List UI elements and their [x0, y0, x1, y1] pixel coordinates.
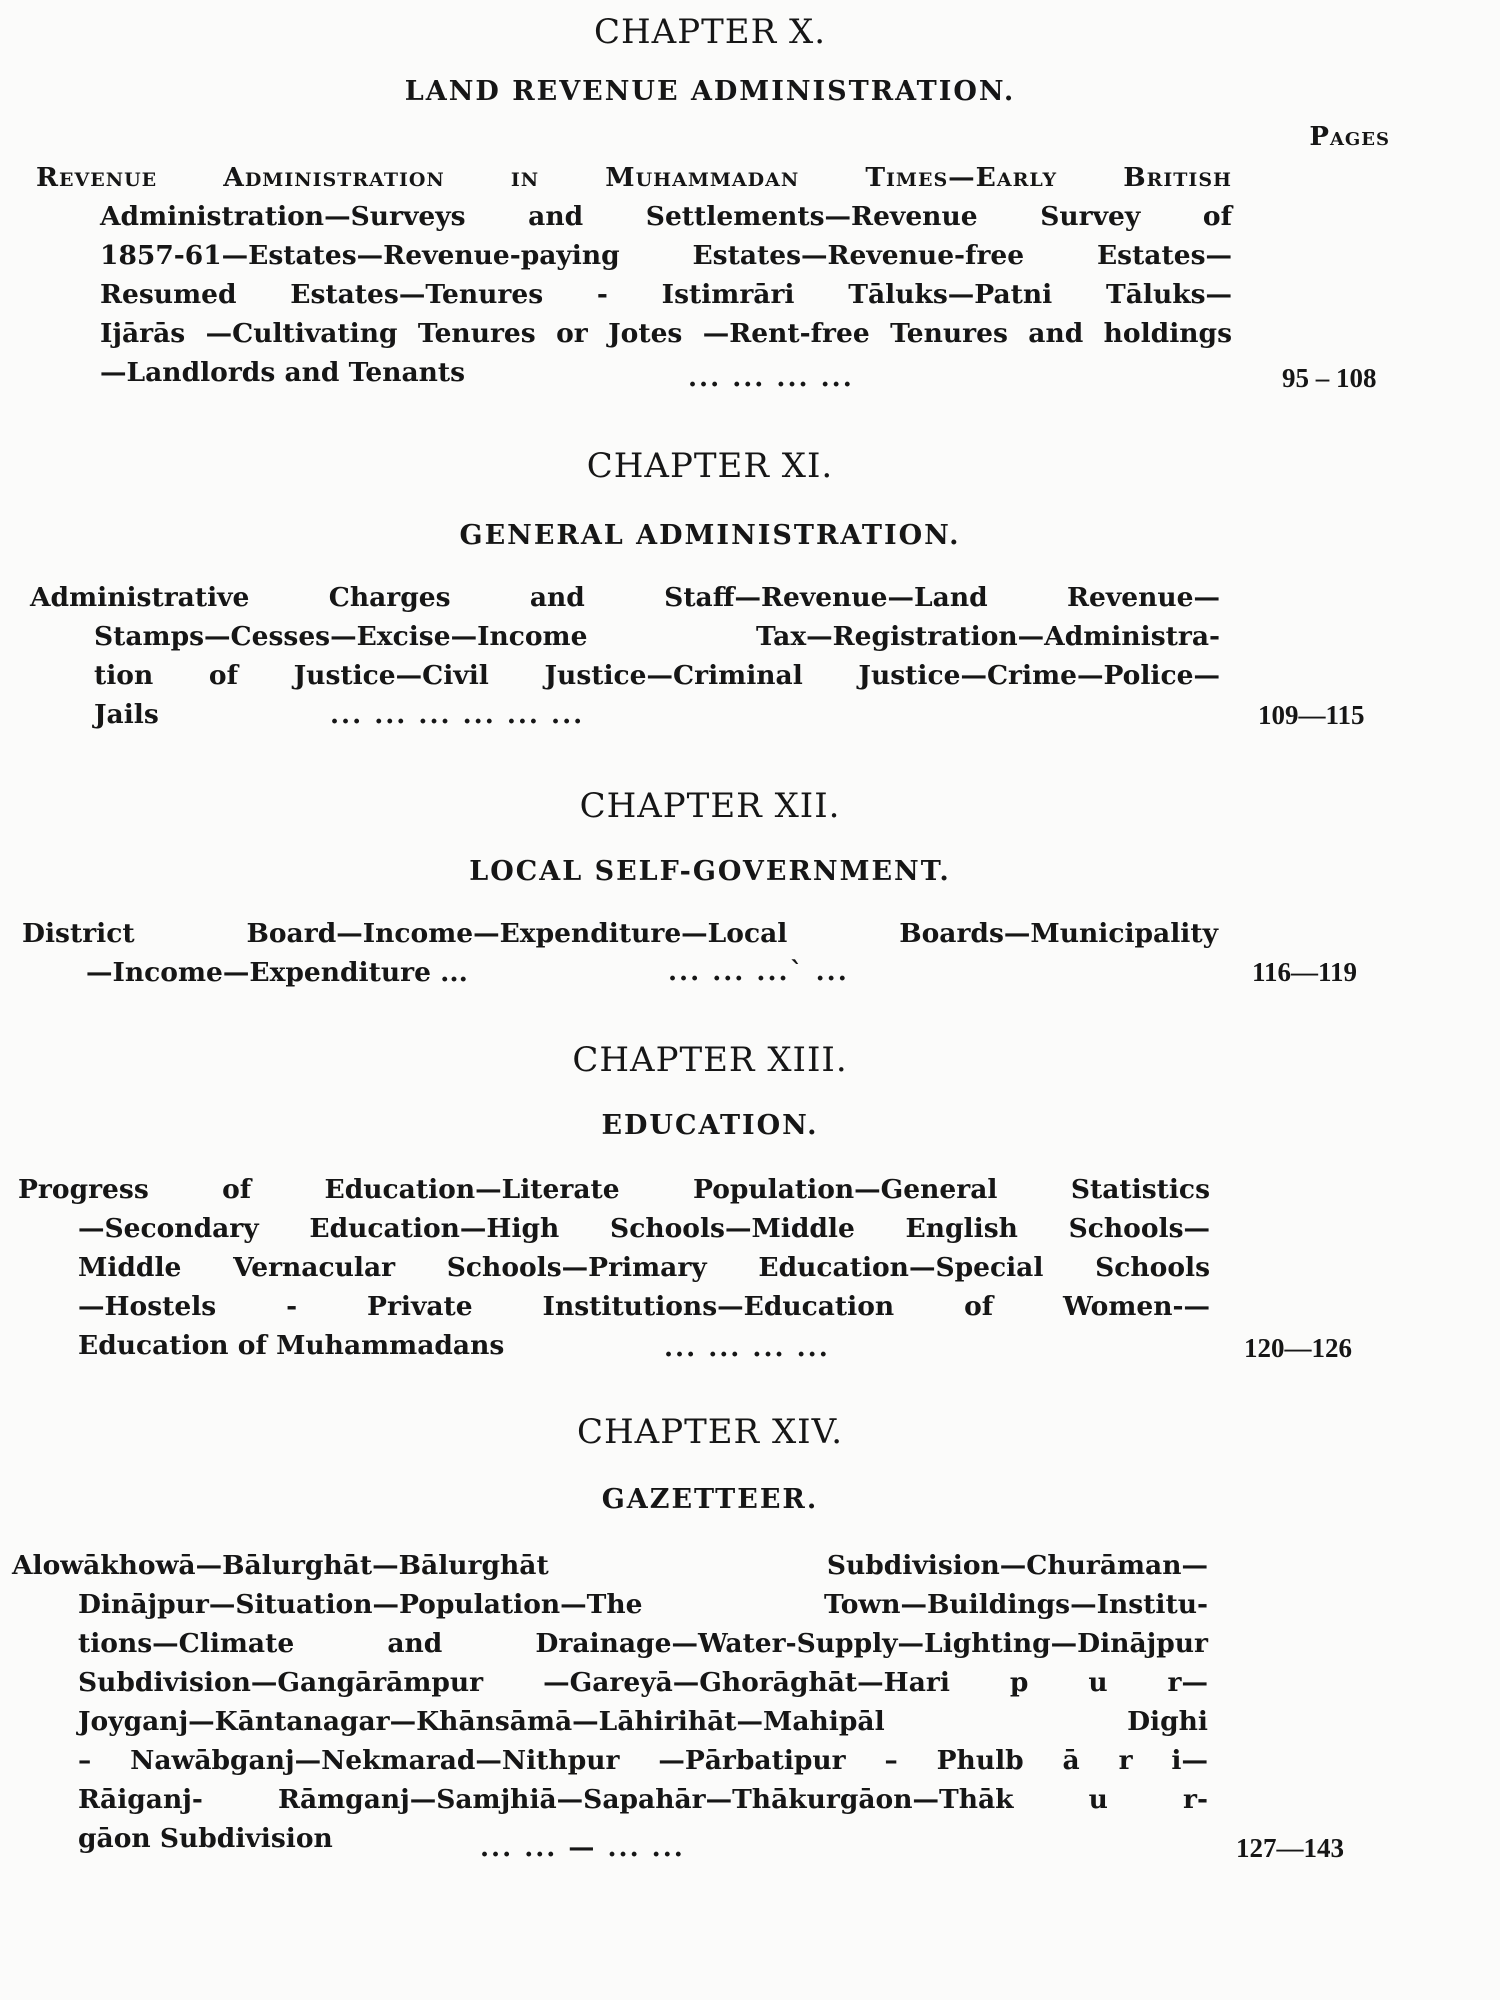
contents-line: gāon Subdivision	[78, 1823, 333, 1854]
leader-dots: ... ... — ... ...	[480, 1833, 685, 1863]
chapter-contents	[36, 158, 1232, 197]
chapter-contents	[78, 1585, 1208, 1858]
page-range: 127—143	[1236, 1833, 1344, 1863]
contents-line: —Secondary Education—High Schools—Middle English Schools—	[78, 1213, 1210, 1244]
chapter-contents	[86, 953, 586, 992]
contents-line: Administration—Surveys and Settlements—Revenue Survey of	[100, 201, 1232, 232]
page-range: 95 – 108	[1282, 363, 1377, 393]
contents-line: tions—Climate and Drainage—Water-Supply—Lighting—Dinājpur	[78, 1628, 1208, 1659]
chapter-contents	[18, 1170, 1210, 1209]
page-range: 116—119	[1252, 957, 1358, 987]
chapter-title: LOCAL SELF-GOVERNMENT.	[469, 856, 951, 887]
leader-dots: ... ... ... ... ... ...	[330, 700, 585, 730]
chapter-contents	[12, 1546, 1208, 1585]
chapter-title: GAZETTEER.	[601, 1484, 819, 1515]
contents-line: District Board—Income—Expenditure—Local Boards—Municipality	[22, 918, 1218, 949]
contents-line: Ijārās —Cultivating Tenures or Jotes —Rent-free Tenures and holdings	[100, 318, 1232, 349]
contents-line: Jails	[94, 699, 159, 730]
contents-line: Progress of Education—Literate Population—General Statistics	[18, 1174, 1210, 1205]
chapter-heading: CHAPTER XI.	[586, 446, 834, 486]
contents-line: Subdivision—Gangārāmpur —Gareyā—Ghorāghāt—Hari p u r—	[78, 1667, 1208, 1698]
contents-line: Joyganj—Kāntanagar—Khānsāmā—Lāhirihāt—Mahipāl Dighi	[78, 1706, 1208, 1737]
contents-line: Middle Vernacular Schools—Primary Education—Special Schools	[78, 1252, 1210, 1283]
contents-line: Alowākhowā—Bālurghāt—Bālurghāt Subdivision—Churāman—	[12, 1550, 1208, 1581]
chapter-heading: CHAPTER XIII.	[572, 1040, 848, 1080]
chapter-heading: CHAPTER XIV.	[576, 1412, 844, 1452]
page-range: 120—126	[1244, 1333, 1352, 1363]
leader-dots: ... ... ...` ...	[668, 957, 849, 987]
contents-line: —Hostels - Private Institutions—Education of Women-—	[78, 1291, 1210, 1322]
chapter-contents	[100, 197, 1232, 392]
chapter-title: LAND REVENUE ADMINISTRATION.	[404, 76, 1016, 107]
contents-line: Revenue Administration in Muhammadan Times—Early British	[36, 162, 1232, 193]
chapter-contents	[22, 914, 1218, 953]
chapter-title: EDUCATION.	[601, 1110, 819, 1141]
page-range: 109—115	[1258, 700, 1365, 730]
contents-line: —Landlords and Tenants	[100, 357, 466, 388]
chapter-heading: CHAPTER XII.	[579, 786, 841, 826]
leader-dots: ... ... ... ...	[664, 1333, 830, 1363]
contents-line: Rāiganj- Rāmganj—Samjhiā—Sapahār—Thākurgāon—Thāk u r-	[78, 1784, 1208, 1815]
contents-line: Education of Muhammadans	[78, 1330, 505, 1361]
pages-column-label: Pages	[1309, 122, 1390, 152]
chapter-title: GENERAL ADMINISTRATION.	[459, 520, 961, 551]
leader-dots: ... ... ... ...	[688, 363, 854, 393]
chapter-contents	[78, 1209, 1210, 1365]
contents-line: 1857-61—Estates—Revenue-paying Estates—Revenue-free Estates—	[100, 240, 1232, 271]
contents-line: —Income—Expenditure ...	[86, 957, 468, 988]
contents-line: tion of Justice—Civil Justice—Criminal Justice—Crime—Police—	[94, 660, 1220, 691]
chapter-contents	[30, 578, 1220, 617]
contents-line: Stamps—Cesses—Excise—Income Tax—Registration—Administra-	[94, 621, 1220, 652]
chapter-contents	[94, 617, 1220, 734]
chapter-heading: CHAPTER X.	[593, 12, 826, 52]
contents-line: Resumed Estates—Tenures - Istimrāri Tāluks—Patni Tāluks—	[100, 279, 1232, 310]
contents-line: – Nawābganj—Nekmarad—Nithpur —Pārbatipur – Phulb ā r i—	[78, 1745, 1208, 1776]
contents-line: Dinājpur—Situation—Population—The Town—Buildings—Institu-	[78, 1589, 1208, 1620]
contents-line: Administrative Charges and Staff—Revenue—Land Revenue—	[30, 582, 1220, 613]
